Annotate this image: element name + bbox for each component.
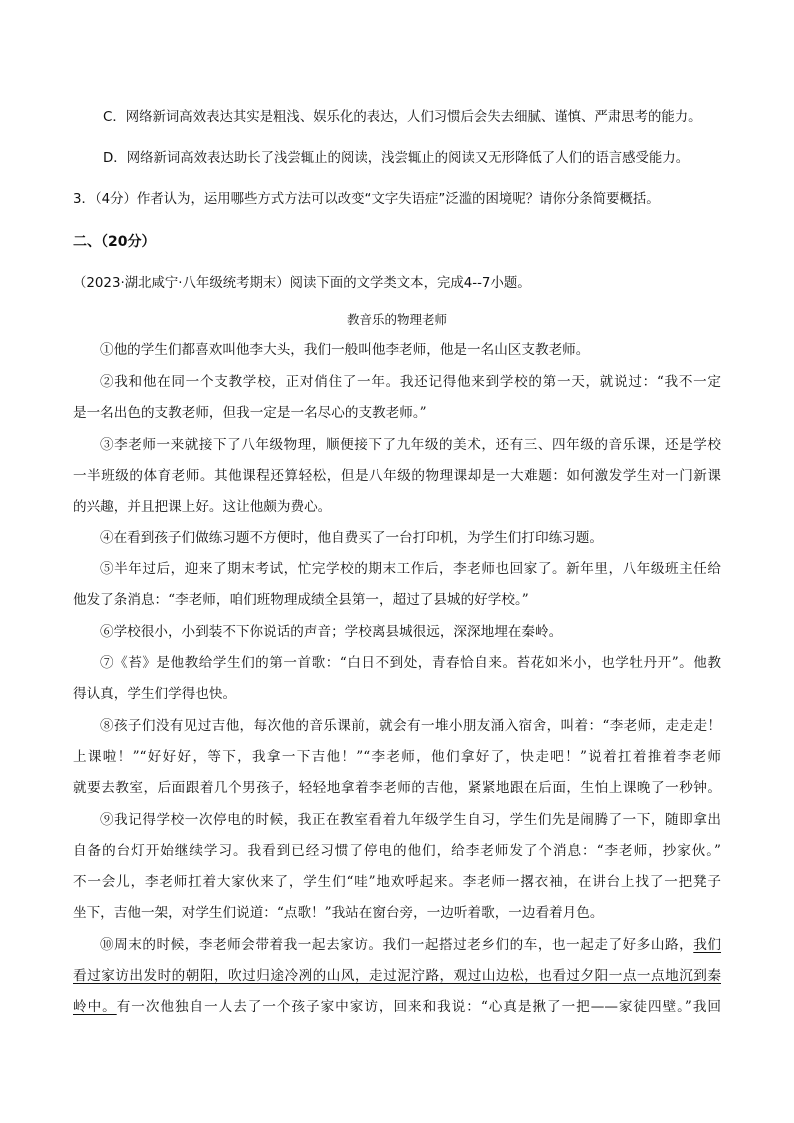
paragraph-6: ⑥学校很小，小到装不下你说话的声音；学校离县城很远，深深地埋在秦岭。	[100, 624, 563, 640]
section-heading: 二、（20分）	[73, 234, 156, 250]
paragraph-9-line: ⑨我记得学校一次停电的时候，我正在教室看着九年级学生自习，学生们先是闹腾了一下，随即拿出	[100, 812, 721, 828]
paragraph-9-line: 自备的台灯开始继续学习。我看到已经习惯了停电的他们，给李老师发了个消息：“李老师，抄家伙。”	[73, 843, 721, 859]
paragraph-10-text: 有一次他独自一人去了一个孩子家中家访，回来和我说：“心真是揪了一把——家徒四壁。”我回	[116, 999, 721, 1015]
paragraph-5-line: 他发了条消息：“李老师，咱们班物理成绩全县第一，超过了县城的好学校。”	[73, 592, 529, 608]
paragraph-8-line: ⑧孩子们没有见过吉他，每次他的音乐课前，就会有一堆小朋友涌入宿舍，叫着：“李老师，走走走！	[100, 718, 721, 734]
paragraph-2-line: ②我和他在同一个支教学校，正对俏住了一年。我还记得他来到学校的第一天，就说过：“我不一定	[100, 374, 721, 390]
paragraph-10-text: ⑩周末的时候，李老师会带着我一起去家访。我们一起搭过老乡们的车，也一起走了好多山路，	[100, 937, 694, 953]
paragraph-3-line: 的兴趣，并且把课上好。这让他颇为费心。	[73, 499, 332, 515]
paragraph-10-line	[73, 997, 721, 1017]
paragraph-10-line	[73, 966, 721, 986]
paragraph-8-line: 就要去教室，后面跟着几个男孩子，轻轻地拿着李老师的吉他，紧紧地跟在后面，生怕上课晚了一秒钟。	[73, 780, 721, 796]
section-intro: （2023·湖北咸宁·八年级统考期末）阅读下面的文学类文本，完成4--7小题。	[73, 276, 531, 291]
paragraph-3-line: ③李老师一来就接下了八年级物理，顺便接下了九年级的美术，还有三、四年级的音乐课，还是学校	[100, 437, 721, 453]
article-title: 教音乐的物理老师	[346, 312, 447, 327]
paragraph-9-line: 坐下，吉他一架，对学生们说道：“点歌！”我站在窗台旁，一边听着歌，一边看着月色。	[73, 905, 604, 921]
paragraph-7-line: ⑦《苔》是他教给学生们的第一首歌：“白日不到处，青春恰自来。苔花如米小，也学牡丹开”。他教	[100, 655, 721, 671]
underlined-text: 我们	[693, 937, 722, 953]
paragraph-2-line: 是一名出色的支教老师，但我一定是一名尽心的支教老师。”	[73, 405, 427, 421]
paragraph-10-line	[100, 935, 721, 955]
paragraph-5-line: ⑤半年过后，迎来了期末考试，忙完学校的期末工作后，李老师也回家了。新年里，八年级班主任给	[100, 561, 721, 577]
paragraph-8-line: 上课啦！”“好好好，等下，我拿一下吉他！”“李老师，他们拿好了，快走吧！”说着扛着推着李老师	[73, 749, 721, 765]
paragraph-4: ④在看到孩子们做练习题不方便时，他自费买了一台打印机，为学生们打印练习题。	[100, 530, 603, 546]
underlined-text: 岭中。	[73, 999, 117, 1015]
paragraph-3-line: 一半班级的体育老师。其他课程还算轻松，但是八年级的物理课却是一大难题：如何激发学生对一门新课	[73, 468, 721, 484]
option-d: D．网络新词高效表达助长了浅尝辄止的阅读，浅尝辄止的阅读又无形降低了人们的语言感受能力。	[103, 151, 690, 166]
paragraph-7-line: 得认真，学生们学得也快。	[73, 686, 237, 702]
paragraph-9-line: 不一会儿，李老师扛着大家伙来了，学生们“哇”地欢呼起来。李老师一撂衣袖，在讲台上找了一把凳子	[73, 874, 721, 890]
option-c: C．网络新词高效表达其实是粗浅、娱乐化的表达，人们习惯后会失去细腻、谨慎、严肃思考的能力。	[103, 110, 702, 125]
underlined-text: 看过家访出发时的朝阳，吹过归途冷冽的山风，走过泥泞路，观过山边松，也看过夕阳一点一点地沉到秦	[73, 968, 721, 984]
question-3: 3．（4分）作者认为，运用哪些方式方法可以改变“文字失语症”泛滥的困境呢？请你分条简要概括。	[73, 192, 660, 207]
paragraph-1: ①他的学生们都喜欢叫他李大头，我们一般叫他李老师，他是一名山区支教老师。	[100, 342, 590, 358]
